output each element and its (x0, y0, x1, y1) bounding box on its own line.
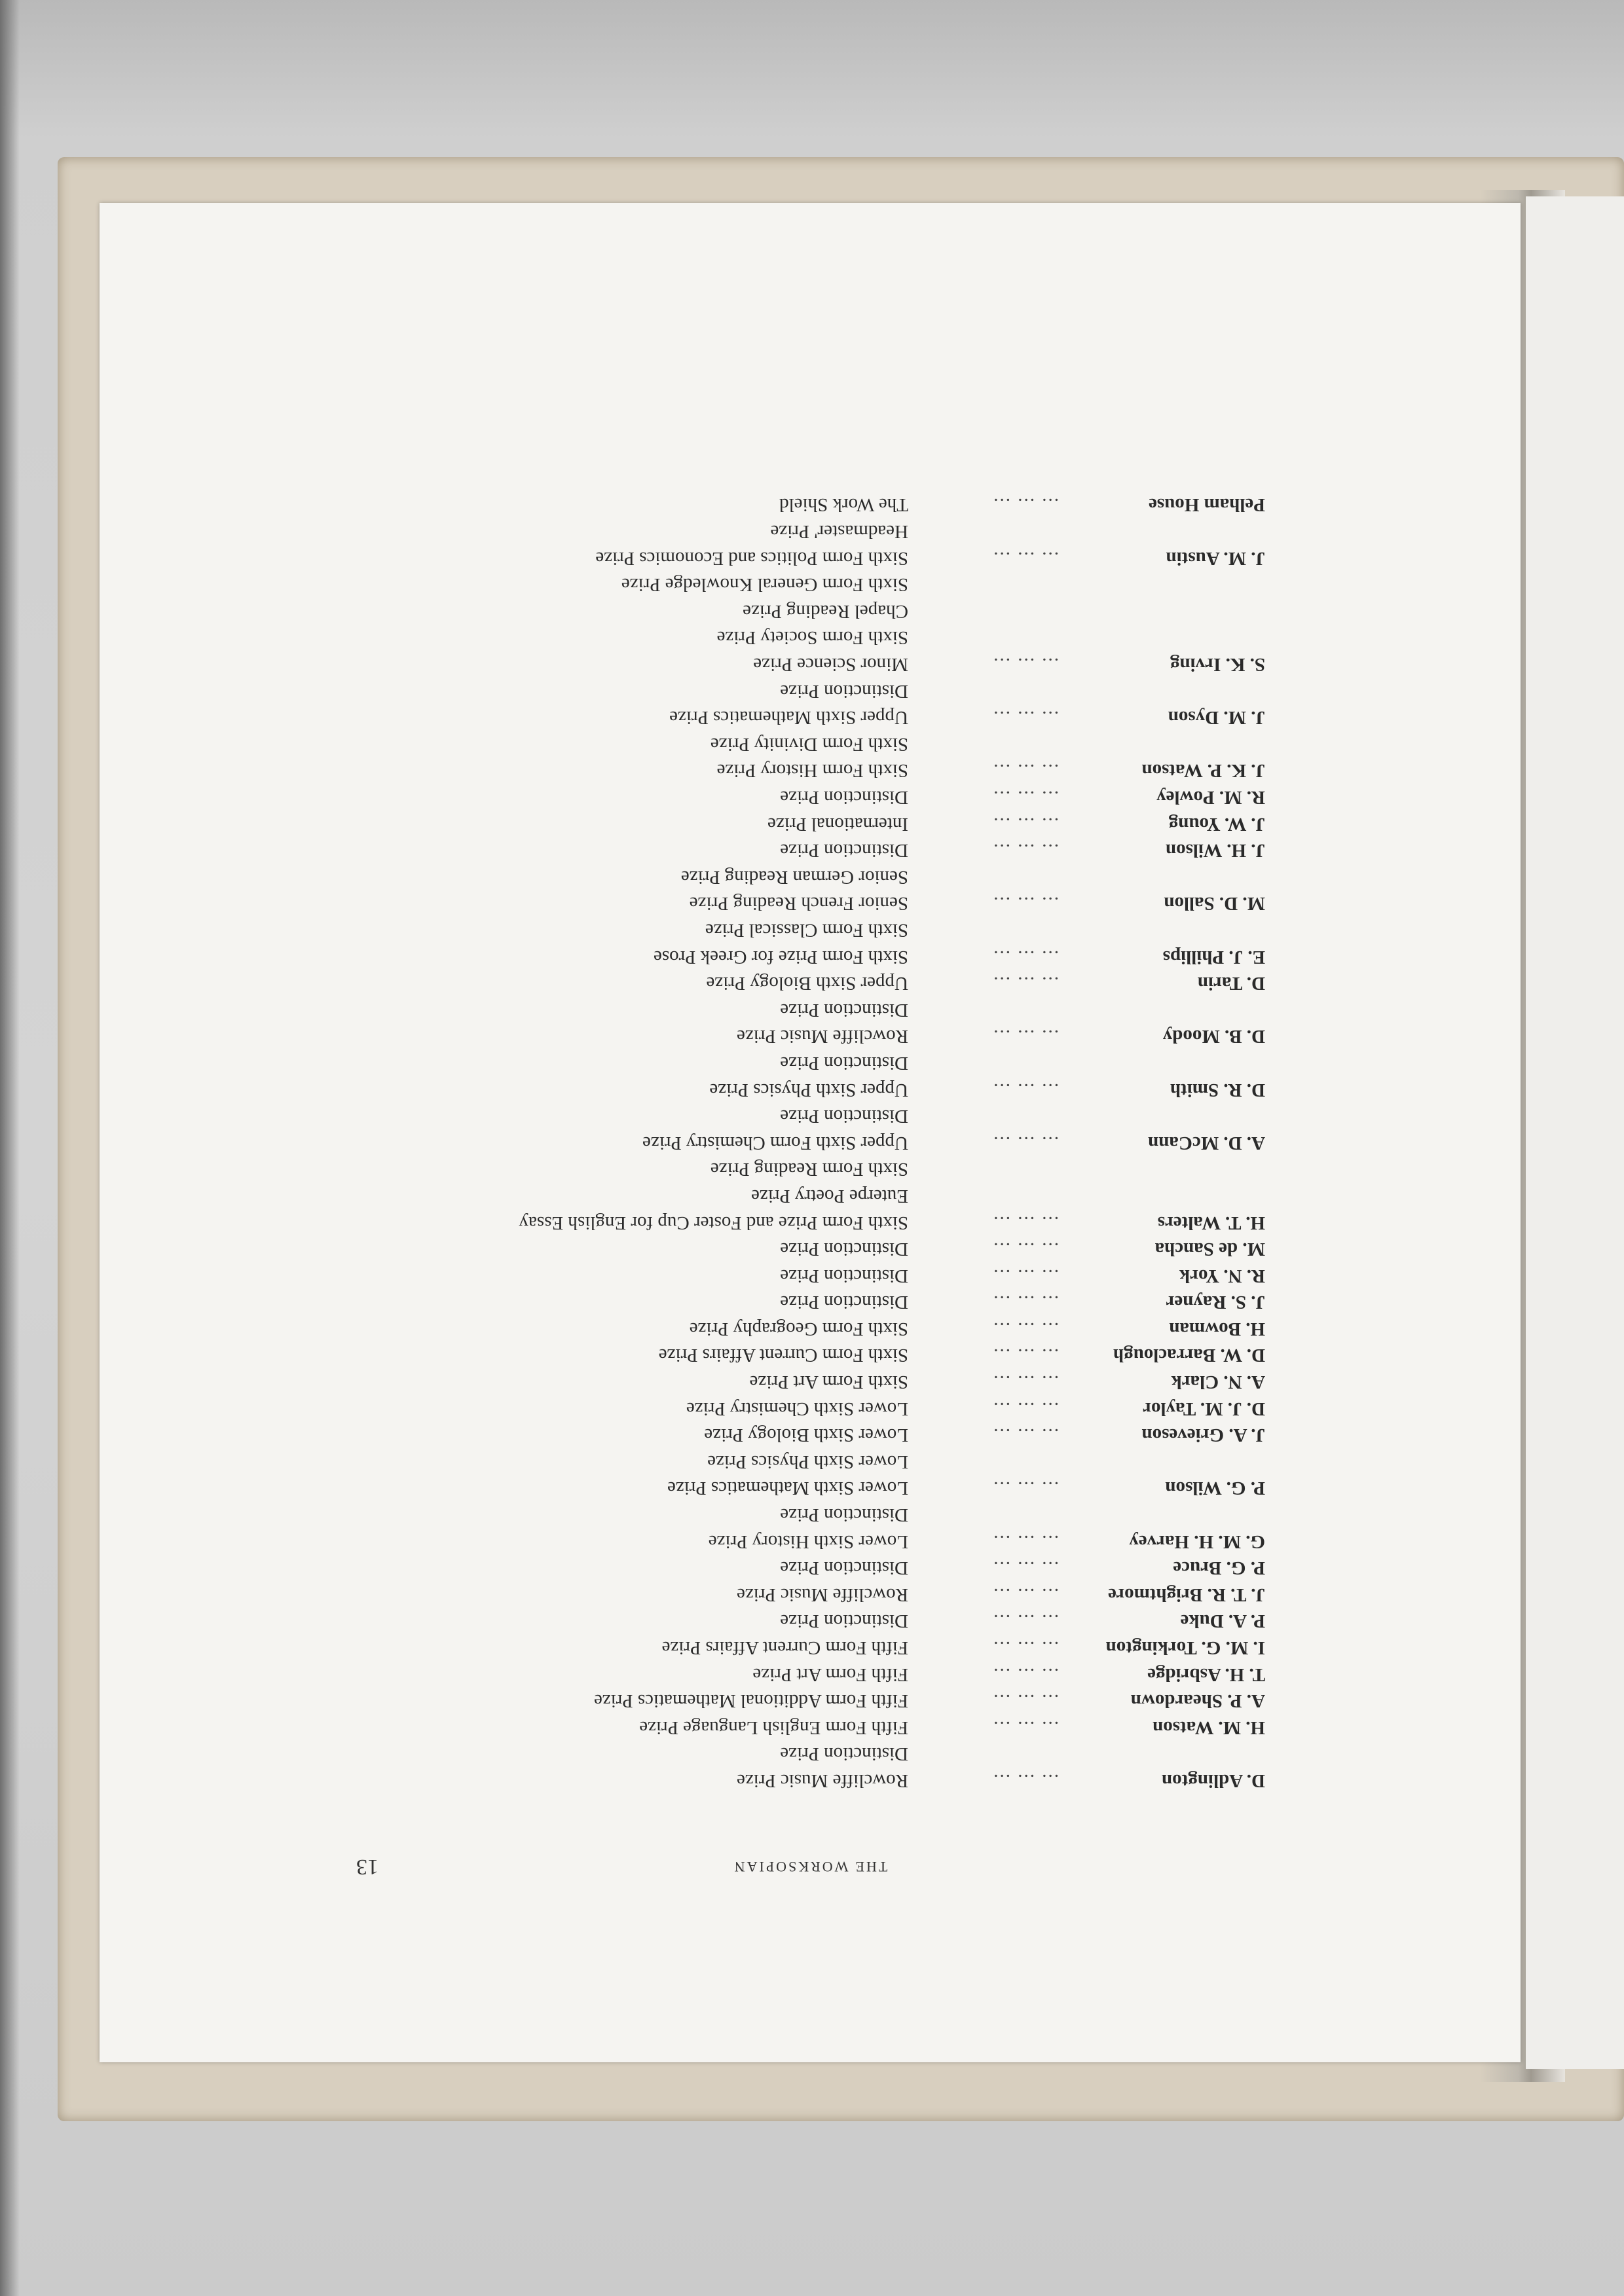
recipient-name: S. K. Irving (1170, 654, 1265, 676)
dot-leader (908, 864, 1059, 890)
prize-row (152, 731, 1265, 757)
prize-name: Distinction Prize (780, 1292, 908, 1313)
prize-row (152, 545, 1265, 572)
dot-leader: ... ... ... (992, 1690, 1059, 1712)
prize-row (152, 1049, 1265, 1076)
prize-name: Upper Sixth Mathematics Prize (669, 707, 908, 729)
prize-row (152, 811, 1265, 837)
prize-name: Sixth Form Politics and Economics Prize (595, 547, 908, 569)
prize-name: Rowcliffe Music Prize (736, 1770, 908, 1791)
prize-name: Distinction Prize (780, 1106, 908, 1127)
dot-leader (908, 625, 1059, 651)
prize-row (152, 572, 1265, 598)
dot-leader: ... ... ... (992, 1558, 1059, 1579)
prize-row (152, 1714, 1265, 1741)
recipient-name (1059, 625, 1265, 651)
dot-leader: ... ... ... (992, 973, 1059, 994)
dot-leader (908, 598, 1059, 625)
recipient-name: A. P. Sheardown (1130, 1690, 1265, 1712)
dot-leader (908, 1103, 1059, 1130)
prize-row (152, 943, 1265, 970)
book-page (100, 203, 1521, 2062)
prize-row (152, 837, 1265, 864)
dot-leader: ... ... ... (992, 760, 1059, 782)
dot-leader: ... ... ... (992, 1664, 1059, 1685)
recipient-name (1059, 1156, 1265, 1183)
facing-page (1526, 196, 1624, 2069)
dot-leader (908, 1501, 1059, 1528)
prize-row (152, 1209, 1265, 1236)
prize-row (152, 1129, 1265, 1156)
prize-name: Distinction Prize (780, 1558, 908, 1579)
recipient-name: J. M. Austin (1166, 547, 1265, 569)
prize-row (152, 917, 1265, 943)
prize-row (152, 1076, 1265, 1103)
recipient-name: J. S. Rayner (1166, 1292, 1265, 1313)
running-title: THE WORKSOPIAN (732, 1859, 888, 1875)
prize-name: Sixth Form Current Affairs Prize (658, 1345, 908, 1366)
prize-row (152, 1182, 1265, 1209)
dot-leader: ... ... ... (992, 1372, 1059, 1393)
page-header (100, 1849, 1521, 1879)
recipient-name: D. Tarin (1197, 973, 1265, 994)
prize-name: Euterpe Poetry Prize (751, 1185, 908, 1207)
recipient-name: J. T. R. Brightmore (1107, 1584, 1265, 1605)
prize-name: Headmaster' Prize (770, 521, 908, 543)
prize-name: Lower Sixth Chemistry Prize (686, 1398, 908, 1419)
prize-name: Sixth Form Divinity Prize (710, 733, 908, 755)
dot-leader (908, 519, 1059, 545)
recipient-name: R. M. Powley (1156, 787, 1265, 809)
prize-row (152, 1342, 1265, 1369)
recipient-name (1059, 1741, 1265, 1768)
dot-leader (908, 572, 1059, 598)
prize-name: Sixth Form Prize and Foster Cup for English Essay (519, 1212, 908, 1233)
dot-leader: ... ... ... (992, 707, 1059, 729)
dot-leader: ... ... ... (992, 494, 1059, 516)
prize-name: Lower Sixth Mathematics Prize (667, 1478, 908, 1499)
dot-leader: ... ... ... (992, 787, 1059, 809)
recipient-name: P. G. Wilson (1165, 1478, 1265, 1499)
prize-name: Lower Sixth Biology Prize (704, 1425, 908, 1446)
recipient-name: D. R. Smith (1170, 1079, 1265, 1101)
dot-leader: ... ... ... (992, 1345, 1059, 1366)
recipient-name: H. M. Watson (1153, 1717, 1265, 1738)
recipient-name: D. Adlington (1162, 1770, 1265, 1791)
prize-name: Rowcliffe Music Prize (736, 1584, 908, 1605)
prize-name: Upper Sixth Form Chemistry Prize (642, 1132, 908, 1154)
recipient-name (1059, 917, 1265, 943)
prize-row (152, 625, 1265, 651)
recipient-name (1059, 1182, 1265, 1209)
recipient-name (1059, 598, 1265, 625)
recipient-name (1059, 678, 1265, 704)
prize-row (152, 1501, 1265, 1528)
dot-leader: ... ... ... (992, 1637, 1059, 1659)
prize-name: Chapel Reading Prize (743, 600, 908, 622)
prize-row (152, 1103, 1265, 1130)
prize-name: Sixth Form Classical Prize (705, 920, 908, 941)
prize-name: Distinction Prize (780, 1239, 908, 1260)
prize-row (152, 784, 1265, 811)
prize-name: Sixth Form Society Prize (716, 627, 908, 649)
prize-name: Distinction Prize (780, 787, 908, 809)
recipient-name (1059, 1448, 1265, 1475)
prize-name: Senior German Reading Prize (680, 866, 908, 888)
prize-row (152, 1661, 1265, 1688)
recipient-name: J. A. Grieveson (1141, 1425, 1265, 1446)
printed-content (100, 203, 1521, 2062)
recipient-name: I. M. G. Torkington (1105, 1637, 1265, 1659)
prize-row (152, 1555, 1265, 1582)
prize-row (152, 1688, 1265, 1715)
dot-leader (908, 1448, 1059, 1475)
prize-name: Sixth Form General Knowledge Prize (621, 574, 908, 596)
recipient-name: D. W. Barraclough (1113, 1345, 1265, 1366)
dot-leader: ... ... ... (992, 1584, 1059, 1605)
prize-row (152, 678, 1265, 704)
recipient-name (1059, 519, 1265, 545)
prize-name: Distinction Prize (780, 1743, 908, 1765)
prize-name: Fifth Form Art Prize (752, 1664, 908, 1685)
prize-row (152, 1475, 1265, 1502)
dot-leader: ... ... ... (992, 1611, 1059, 1632)
dot-leader: ... ... ... (992, 946, 1059, 968)
dot-leader: ... ... ... (992, 1026, 1059, 1048)
prize-name: Upper Sixth Biology Prize (706, 973, 908, 994)
dot-leader (908, 917, 1059, 943)
prize-name: Distinction Prize (780, 1611, 908, 1632)
prize-name: Sixth Form Prize for Greek Prose (653, 946, 908, 968)
prize-row (152, 757, 1265, 784)
prize-row (152, 519, 1265, 545)
dot-leader (908, 996, 1059, 1023)
dot-leader: ... ... ... (992, 1478, 1059, 1499)
dot-leader: ... ... ... (992, 840, 1059, 862)
prize-name: Minor Science Prize (753, 654, 908, 676)
dot-leader (908, 678, 1059, 704)
dot-leader: ... ... ... (992, 893, 1059, 915)
prize-name: Lower Sixth History Prize (708, 1531, 908, 1552)
prize-name: Rowcliffe Music Prize (736, 1026, 908, 1048)
prize-name: Senior French Reading Prize (689, 893, 908, 915)
prize-name: Sixth Form Geography Prize (689, 1318, 908, 1339)
prize-row (152, 970, 1265, 997)
scan-edge-shadow (0, 0, 20, 2296)
page-number: 13 (356, 1855, 378, 1879)
dot-leader (908, 1182, 1059, 1209)
prize-row (152, 651, 1265, 678)
dot-leader: ... ... ... (992, 1265, 1059, 1286)
recipient-name (1059, 572, 1265, 598)
dot-leader (908, 731, 1059, 757)
prize-row (152, 704, 1265, 731)
dot-leader: ... ... ... (992, 1079, 1059, 1101)
dot-leader: ... ... ... (992, 1398, 1059, 1419)
prize-row (152, 1156, 1265, 1183)
prize-row (152, 1023, 1265, 1050)
prize-row (152, 1369, 1265, 1396)
recipient-name: R. N. York (1179, 1265, 1265, 1286)
prize-name: Upper Sixth Physics Prize (709, 1079, 908, 1101)
recipient-name (1059, 1049, 1265, 1076)
recipient-name: A. D. McCann (1148, 1132, 1265, 1154)
dot-leader (908, 1741, 1059, 1768)
prize-row (152, 1236, 1265, 1263)
recipient-name: J. H. Wilson (1165, 840, 1265, 862)
dot-leader: ... ... ... (992, 1425, 1059, 1446)
recipient-name: J. K. P. Watson (1141, 760, 1265, 782)
prize-name: Lower Sixth Physics Prize (707, 1451, 908, 1472)
recipient-name: D. B. Moody (1162, 1026, 1265, 1048)
recipient-name: M. D. Sallon (1164, 893, 1265, 915)
dot-leader: ... ... ... (992, 1318, 1059, 1339)
dot-leader: ... ... ... (992, 547, 1059, 569)
dot-leader: ... ... ... (992, 1770, 1059, 1791)
prize-row (152, 864, 1265, 890)
prize-name: Distinction Prize (780, 840, 908, 862)
dot-leader: ... ... ... (992, 1239, 1059, 1260)
dot-leader: ... ... ... (992, 813, 1059, 835)
dot-leader: ... ... ... (992, 1717, 1059, 1738)
dot-leader: ... ... ... (992, 1132, 1059, 1154)
prize-name: Fifth Form English Language Prize (639, 1717, 908, 1738)
prize-name: Sixth Form History Prize (716, 760, 908, 782)
prize-row (152, 598, 1265, 625)
prize-list (152, 492, 1265, 1794)
recipient-name: P. G. Bruce (1173, 1558, 1265, 1579)
recipient-name: H. Bowman (1169, 1318, 1265, 1339)
prize-row (152, 1528, 1265, 1555)
recipient-name (1059, 996, 1265, 1023)
dot-leader (908, 1049, 1059, 1076)
prize-name: Distinction Prize (780, 1265, 908, 1286)
recipient-name: G. M. H. Harvey (1129, 1531, 1265, 1552)
dot-leader: ... ... ... (992, 1292, 1059, 1313)
recipient-name: D. J. M. Taylor (1143, 1398, 1265, 1419)
prize-row (152, 1395, 1265, 1422)
prize-row (152, 1741, 1265, 1768)
prize-name: Fifth Form Additional Mathematics Prize (593, 1690, 908, 1712)
recipient-name (1059, 864, 1265, 890)
prize-name: Distinction Prize (780, 1052, 908, 1074)
prize-row (152, 1289, 1265, 1316)
prize-row (152, 1608, 1265, 1635)
recipient-name: T. H. Asbridge (1147, 1664, 1265, 1685)
dot-leader (908, 1156, 1059, 1183)
prize-row (152, 492, 1265, 519)
recipient-name: J. M. Dyson (1168, 707, 1265, 729)
prize-name: Fifth Form Current Affairs Prize (661, 1637, 908, 1659)
recipient-name: M. de Sancha (1154, 1239, 1265, 1260)
prize-row (152, 1315, 1265, 1342)
dot-leader: ... ... ... (992, 1212, 1059, 1233)
prize-row (152, 1581, 1265, 1608)
prize-name: Distinction Prize (780, 1504, 908, 1526)
recipient-name: P. A. Duke (1180, 1611, 1265, 1632)
prize-name: Sixth Form Art Prize (749, 1372, 908, 1393)
recipient-name: H. T. Walters (1157, 1212, 1265, 1233)
prize-row (152, 1422, 1265, 1449)
recipient-name: J. W. Young (1168, 813, 1265, 835)
dot-leader: ... ... ... (992, 654, 1059, 676)
recipient-name: E. J. Phillips (1162, 946, 1265, 968)
prize-name: Sixth Form Reading Prize (710, 1159, 908, 1180)
prize-name: Distinction Prize (780, 999, 908, 1021)
prize-name: The Work Shield (779, 494, 908, 516)
prize-row (152, 890, 1265, 917)
recipient-name (1059, 1103, 1265, 1130)
dot-leader: ... ... ... (992, 1531, 1059, 1552)
prize-row (152, 1262, 1265, 1289)
recipient-name: Pelham House (1148, 494, 1265, 516)
prize-row (152, 1634, 1265, 1661)
prize-row (152, 1767, 1265, 1794)
prize-row (152, 1448, 1265, 1475)
recipient-name (1059, 731, 1265, 757)
recipient-name: A. N. Clark (1171, 1372, 1265, 1393)
prize-name: International Prize (767, 813, 908, 835)
recipient-name (1059, 1501, 1265, 1528)
prize-name: Distinction Prize (780, 680, 908, 702)
prize-row (152, 996, 1265, 1023)
